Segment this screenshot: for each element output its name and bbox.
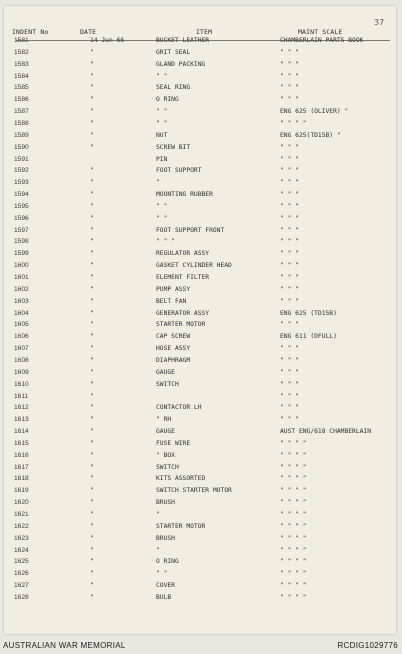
indent-number: 1588 (14, 119, 29, 127)
indent-number: 1624 (14, 546, 29, 554)
maint-scale-cell: " " " (280, 143, 299, 151)
table-row (4, 462, 396, 474)
item-cell: REGULATOR ASSY (156, 250, 210, 258)
maint-scale-cell: ENG 625(TD15B) " (280, 131, 341, 139)
indent-number: 1617 (14, 463, 29, 471)
indent-number: 1610 (14, 380, 29, 388)
date-cell: " (90, 404, 94, 412)
table-row (4, 473, 396, 485)
date-cell: " (90, 593, 94, 601)
table-row (4, 71, 396, 83)
table-row (4, 142, 396, 154)
item-cell: " (156, 546, 160, 554)
date-cell: " (90, 143, 94, 151)
item-cell: CAP SCREW (156, 333, 191, 341)
date-cell: " (90, 511, 94, 518)
maint-scale-cell: " " " (280, 167, 299, 175)
date-cell: " (90, 499, 94, 507)
indent-number: 1625 (14, 558, 29, 566)
date-cell: " (90, 214, 94, 222)
table-row (4, 391, 396, 403)
item-cell: O RING (156, 558, 179, 566)
item-cell: SWITCH (156, 380, 179, 388)
maint-scale-cell: " " " (280, 226, 299, 234)
indent-number: 1584 (14, 72, 29, 80)
item-cell: MOUNTING RUBBER (156, 191, 213, 199)
date-cell: " (90, 428, 94, 436)
table-row (4, 545, 396, 557)
item-cell: STARTER MOTOR (156, 522, 206, 530)
item-cell: STARTER MOTOR (156, 321, 206, 329)
maint-scale-cell: AUST ENG/618 CHAMBERLAIN (280, 428, 371, 436)
date-cell: " (90, 345, 94, 353)
maint-scale-cell: " " " (280, 250, 299, 258)
item-cell: PIN (156, 155, 168, 163)
item-cell: GAUGE (156, 428, 175, 436)
item-cell: " " (156, 570, 168, 578)
item-cell: NUT (156, 131, 168, 139)
indent-number: 1598 (14, 238, 29, 246)
date-cell: " (90, 309, 94, 317)
date-cell: " (90, 84, 94, 92)
indent-number: 1612 (14, 404, 29, 412)
maint-scale-cell: " " " " (280, 522, 307, 530)
table-row (4, 248, 396, 260)
date-cell: 14 Jun 66 (90, 37, 125, 44)
date-cell: " (90, 108, 94, 116)
maint-scale-cell: " " " (280, 72, 299, 80)
indent-number: 1626 (14, 570, 29, 578)
date-cell: " (90, 368, 94, 376)
table-row (4, 177, 396, 189)
maint-scale-cell: CHAMBERLAIN PARTS BOOK (280, 37, 364, 44)
indent-number: 1609 (14, 368, 29, 376)
header-item: ITEM (196, 28, 213, 36)
date-cell: " (90, 321, 94, 329)
indent-number: 1582 (14, 48, 29, 56)
item-cell: " " (156, 108, 168, 116)
item-cell: GASKET CYLINDER HEAD (156, 262, 232, 270)
item-cell: GAUGE (156, 368, 175, 376)
table-row (4, 106, 396, 118)
item-cell: BELT FAN (156, 297, 187, 305)
indent-number: 1600 (14, 262, 29, 270)
maint-scale-cell: " " " " (280, 593, 307, 601)
indent-number: 1628 (14, 593, 29, 601)
date-cell: " (90, 179, 94, 187)
item-cell: " " (156, 119, 168, 127)
indent-number: 1601 (14, 274, 29, 281)
maint-scale-cell: " " " (280, 285, 299, 293)
maint-scale-cell: " " " (280, 380, 299, 388)
item-cell: GRIT SEAL (156, 48, 191, 56)
date-cell: " (90, 96, 94, 104)
item-cell: DIAPHRAGM (156, 356, 191, 364)
indent-number: 1618 (14, 475, 29, 483)
indent-number: 1619 (14, 487, 29, 495)
indent-number: 1593 (14, 179, 29, 187)
document-page (4, 6, 396, 634)
maint-scale-cell: " " " (280, 416, 299, 424)
table-row (4, 414, 396, 426)
item-cell: " " (156, 72, 168, 80)
date-cell: " (90, 72, 94, 80)
table-row (4, 284, 396, 296)
date-cell: " (90, 238, 94, 246)
maint-scale-cell: ENG 611 (DFULL) (280, 333, 337, 341)
indent-number: 1602 (14, 285, 29, 293)
table-row (4, 343, 396, 355)
header-date: DATE (80, 28, 97, 36)
date-cell: " (90, 333, 94, 341)
date-cell: " (90, 250, 94, 258)
maint-scale-cell: " " " (280, 392, 299, 400)
header-maint-scale: MAINT SCALE (298, 28, 343, 36)
table-row (4, 450, 396, 462)
indent-number: 1596 (14, 214, 29, 222)
maint-scale-cell: " " " " (280, 463, 307, 471)
table-row (4, 521, 396, 533)
date-cell: " (90, 570, 94, 578)
maint-scale-cell: " " " (280, 191, 299, 199)
maint-scale-cell: " " " (280, 262, 299, 270)
maint-scale-cell: " " " " (280, 475, 307, 483)
date-cell: " (90, 522, 94, 530)
maint-scale-cell: " " " (280, 155, 299, 163)
maint-scale-cell: " " " " (280, 451, 307, 459)
indent-number: 1604 (14, 309, 29, 317)
item-cell: CONTACTOR LH (156, 404, 202, 412)
maint-scale-cell: " " " " (280, 439, 307, 447)
maint-scale-cell: " " " (280, 297, 299, 305)
maint-scale-cell: " " " (280, 202, 299, 210)
table-row (4, 379, 396, 391)
table-row (4, 331, 396, 343)
maint-scale-cell: " " " (280, 345, 299, 353)
maint-scale-cell: " " " (280, 84, 299, 92)
indent-number: 1603 (14, 297, 29, 305)
maint-scale-cell: ENG 625 (OLIVER) " (280, 108, 349, 116)
table-row (4, 272, 396, 284)
date-cell: " (90, 463, 94, 471)
table-row (4, 485, 396, 497)
indent-number: 1595 (14, 202, 29, 210)
table-row (4, 165, 396, 177)
indent-number: 1615 (14, 439, 29, 447)
date-cell: " (90, 451, 94, 459)
date-cell: " (90, 558, 94, 566)
indent-number: 1614 (14, 428, 29, 436)
item-cell: SEAL RING (156, 84, 191, 92)
indent-number: 1613 (14, 416, 29, 424)
indent-number: 1592 (14, 167, 29, 175)
indent-number: 1608 (14, 356, 29, 364)
table-row (4, 94, 396, 106)
maint-scale-cell: " " " (280, 368, 299, 376)
table-row (4, 189, 396, 201)
maint-scale-cell: " " " (280, 356, 299, 364)
item-cell: SCREW BIT (156, 143, 191, 151)
table-row (4, 509, 396, 521)
item-cell: FOOT SUPPORT (156, 167, 202, 175)
maint-scale-cell: " " " (280, 96, 299, 104)
maint-scale-cell: " " " " (280, 499, 307, 507)
date-cell: " (90, 119, 94, 127)
item-cell: GLAND PACKING (156, 60, 206, 68)
maint-scale-cell: " " " " (280, 487, 307, 495)
table-row (4, 82, 396, 94)
date-cell: " (90, 285, 94, 293)
date-cell: " (90, 191, 94, 199)
indent-number: 1590 (14, 143, 29, 151)
maint-scale-cell: " " " (280, 238, 299, 246)
date-cell: " (90, 392, 94, 400)
table-row (4, 355, 396, 367)
item-cell: " " (156, 214, 168, 222)
indent-number: 1594 (14, 191, 29, 199)
date-cell: " (90, 356, 94, 364)
indent-number: 1583 (14, 60, 29, 68)
table-row (4, 319, 396, 331)
table-row (4, 568, 396, 580)
indent-number: 1622 (14, 522, 29, 530)
indent-number: 1597 (14, 226, 29, 234)
table-row (4, 47, 396, 59)
indent-number: 1581 (14, 37, 29, 44)
maint-scale-cell: " " " " (280, 558, 307, 566)
indent-number: 1586 (14, 96, 29, 104)
maint-scale-cell: " " " (280, 214, 299, 222)
table-row (4, 367, 396, 379)
item-cell: FUSE WIRE (156, 439, 191, 447)
table-row (4, 236, 396, 248)
item-cell: SWITCH STARTER MOTOR (156, 487, 232, 495)
table-row (4, 533, 396, 545)
maint-scale-cell: " " " (280, 404, 299, 412)
item-cell: COVER (156, 582, 175, 590)
item-cell: GENERATOR ASSY (156, 309, 210, 317)
item-cell: " " (156, 202, 168, 210)
table-row (4, 59, 396, 71)
item-cell: BRUSH (156, 534, 175, 542)
item-cell: SWITCH (156, 463, 179, 471)
date-cell: " (90, 167, 94, 175)
indent-number: 1611 (14, 392, 29, 400)
indent-number: 1605 (14, 321, 29, 329)
header-indent: INDENT No (12, 28, 49, 36)
date-cell: " (90, 60, 94, 68)
table-row (4, 154, 396, 166)
indent-number: 1607 (14, 345, 29, 353)
item-cell: BUCKET LEATHER (156, 37, 210, 44)
item-cell: " (156, 179, 160, 187)
date-cell: " (90, 274, 94, 281)
indent-number: 1599 (14, 250, 29, 258)
indent-number: 1587 (14, 108, 29, 116)
indent-number: 1616 (14, 451, 29, 459)
table-row (4, 497, 396, 509)
item-cell: " RH (156, 416, 172, 424)
date-cell: " (90, 262, 94, 270)
date-cell: " (90, 380, 94, 388)
item-cell: " (156, 511, 160, 518)
maint-scale-cell: " " " " (280, 582, 307, 590)
maint-scale-cell: " " " (280, 321, 299, 329)
table-row (4, 213, 396, 225)
indent-number: 1606 (14, 333, 29, 341)
page-number-mark: 37 (374, 18, 385, 27)
maint-scale-cell: ENG 625 (TD15B) (280, 309, 337, 317)
date-cell: " (90, 131, 94, 139)
table-row (4, 201, 396, 213)
item-cell: " " " (156, 238, 175, 246)
indent-number: 1621 (14, 511, 29, 518)
item-cell: KITS ASSORTED (156, 475, 206, 483)
date-cell: " (90, 297, 94, 305)
table-row (4, 35, 396, 47)
maint-scale-cell: " " " (280, 179, 299, 187)
indent-number: 1627 (14, 582, 29, 590)
indent-number: 1589 (14, 131, 29, 139)
date-cell: " (90, 487, 94, 495)
footer-archive-name: AUSTRALIAN WAR MEMORIAL (3, 641, 126, 650)
table-row (4, 130, 396, 142)
table-row (4, 556, 396, 568)
item-cell: PUMP ASSY (156, 285, 191, 293)
date-cell: " (90, 416, 94, 424)
footer-record-id: RCDIG1029776 (337, 641, 398, 650)
table-row (4, 260, 396, 272)
table-row (4, 308, 396, 320)
date-cell: " (90, 439, 94, 447)
indent-number: 1620 (14, 499, 29, 507)
date-cell: " (90, 546, 94, 554)
date-cell: " (90, 226, 94, 234)
maint-scale-cell: " " " (280, 274, 299, 281)
date-cell: " (90, 202, 94, 210)
table-row (4, 296, 396, 308)
date-cell: " (90, 534, 94, 542)
item-cell: BULB (156, 593, 172, 601)
item-cell: BRUSH (156, 499, 175, 507)
maint-scale-cell: " " " " (280, 511, 307, 518)
table-row (4, 426, 396, 438)
table-row (4, 438, 396, 450)
table-row (4, 402, 396, 414)
indent-number: 1591 (14, 155, 29, 163)
maint-scale-cell: " " " (280, 60, 299, 68)
table-row (4, 592, 396, 604)
item-cell: ELEMENT FILTER (156, 274, 210, 281)
maint-scale-cell: " " " " (280, 570, 307, 578)
date-cell: " (90, 48, 94, 56)
date-cell: " (90, 475, 94, 483)
item-cell: O RING (156, 96, 179, 104)
date-cell: " (90, 582, 94, 590)
indent-number: 1585 (14, 84, 29, 92)
maint-scale-cell: " " " " (280, 546, 307, 554)
table-row (4, 580, 396, 592)
indent-number: 1623 (14, 534, 29, 542)
item-cell: FOOT SUPPORT FRONT (156, 226, 225, 234)
table-row (4, 118, 396, 130)
maint-scale-cell: " " " " (280, 534, 307, 542)
item-cell: HOSE ASSY (156, 345, 191, 353)
maint-scale-cell: " " " " (280, 119, 307, 127)
item-cell: " BOX (156, 451, 175, 459)
table-row (4, 225, 396, 237)
maint-scale-cell: " " " (280, 48, 299, 56)
